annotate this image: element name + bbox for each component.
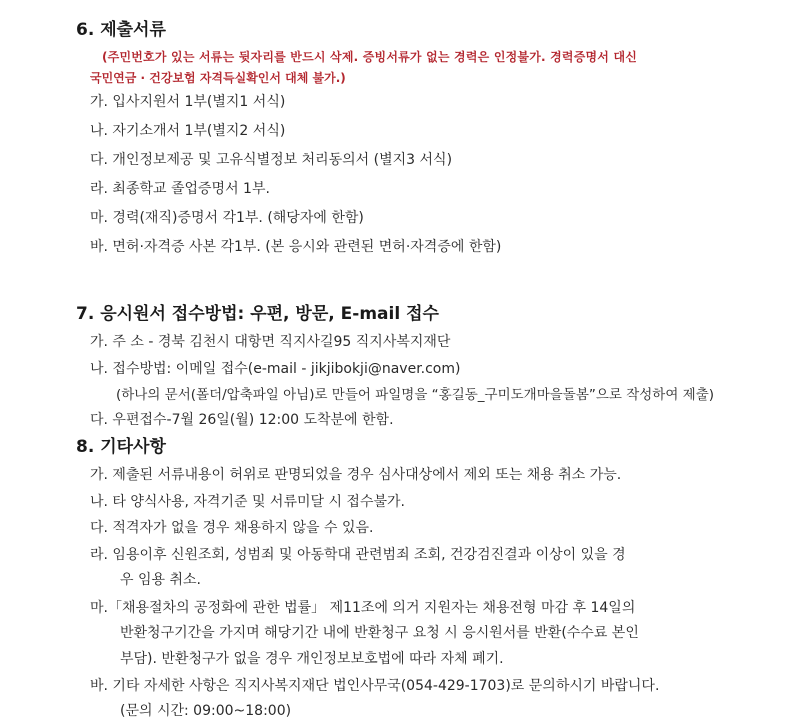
other-item-background-check-cont: 우 임용 취소. bbox=[120, 572, 201, 588]
submission-method: 나. 접수방법: 이메일 접수(e-mail - jikjibokji@naver.com) bbox=[90, 361, 461, 377]
section-8-heading: 8. 기타사항 bbox=[76, 437, 166, 457]
section-6-note-line-1: (주민번호가 있는 서류는 뒷자리를 반드시 삭제. 증빙서류가 없는 경력은 인정불가. 경력증명서 대신 bbox=[102, 50, 638, 64]
other-item-fair-hiring-law-cont-1: 반환청구기간을 가지며 해당기간 내에 반환청구 요청 시 응시원서를 반환(수수료 본인 bbox=[120, 625, 639, 641]
document-item-application: 가. 입사지원서 1부(별지1 서식) bbox=[90, 94, 286, 110]
other-item-no-qualified: 다. 적격자가 없을 경우 채용하지 않을 수 있음. bbox=[90, 520, 374, 536]
other-item-false-documents: 가. 제출된 서류내용이 허위로 판명되었을 경우 심사대상에서 제외 또는 채용 취소 가능. bbox=[90, 467, 622, 483]
section-7-heading: 7. 응시원서 접수방법: 우편, 방문, E-mail 접수 bbox=[76, 304, 439, 324]
submission-deadline: 다. 우편접수-7월 26일(월) 12:00 도착분에 한함. bbox=[90, 412, 394, 428]
other-item-form-criteria: 나. 타 양식사용, 자격기준 및 서류미달 시 접수불가. bbox=[90, 494, 405, 510]
document-item-graduation: 라. 최종학교 졸업증명서 1부. bbox=[90, 181, 270, 197]
submission-address: 가. 주 소 - 경북 김천시 대항면 직지사길95 직지사복지재단 bbox=[90, 334, 451, 350]
other-item-contact: 바. 기타 자세한 사항은 직지사복지재단 법인사무국(054-429-1703)로 문의하시기 바랍니다. bbox=[90, 678, 660, 694]
other-item-contact-hours: (문의 시간: 09:00~18:00) bbox=[120, 703, 292, 719]
document-item-license: 바. 면허·자격증 사본 각1부. (본 응시와 관련된 면허·자격증에 한함) bbox=[90, 239, 502, 255]
document-item-career: 마. 경력(재직)증명서 각1부. (해당자에 한함) bbox=[90, 210, 364, 226]
section-6-heading: 6. 제출서류 bbox=[76, 20, 166, 40]
other-item-fair-hiring-law: 마.「채용절차의 공정화에 관한 법률」 제11조에 의거 지원자는 채용전형 마감 후 14일의 bbox=[90, 600, 636, 616]
document-item-privacy-consent: 다. 개인정보제공 및 고유식별정보 처리동의서 (별지3 서식) bbox=[90, 152, 453, 168]
document-item-self-introduction: 나. 자기소개서 1부(별지2 서식) bbox=[90, 123, 286, 139]
section-6-note-line-2: 국민연금 · 건강보험 자격득실확인서 대체 불가.) bbox=[90, 71, 346, 85]
submission-file-note: (하나의 문서(폴더/압축파일 아님)로 만들어 파일명을 “홍길동_구미도개마을돌봄”으로 작성하여 제출) bbox=[116, 387, 715, 403]
other-item-background-check: 라. 임용이후 신원조회, 성범죄 및 아동학대 관련범죄 조회, 건강검진결과 이상이 있을 경 bbox=[90, 547, 626, 563]
other-item-fair-hiring-law-cont-2: 부담). 반환청구가 없을 경우 개인정보보호법에 따라 자체 폐기. bbox=[120, 651, 504, 667]
